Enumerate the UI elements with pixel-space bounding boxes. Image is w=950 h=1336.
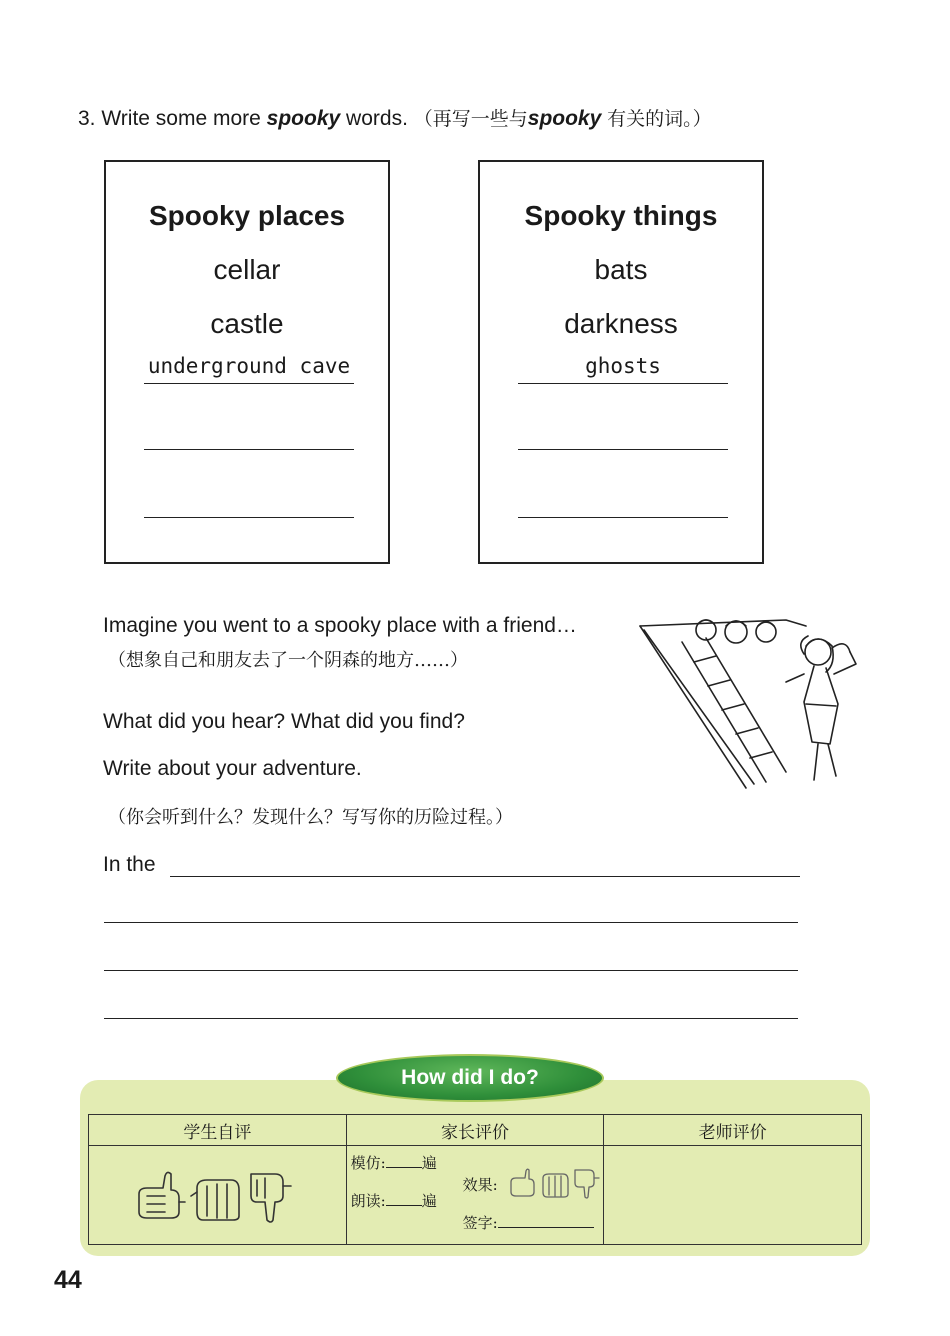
- answer-line[interactable]: [518, 448, 728, 450]
- spooky-places-box: [104, 160, 390, 564]
- writing-line[interactable]: [104, 1017, 798, 1019]
- small-thumbs-rating-icon[interactable]: [509, 1166, 601, 1200]
- prompt-line: Write about your adventure.: [103, 757, 362, 780]
- writing-line[interactable]: [104, 921, 798, 923]
- question-cn-keyword: spooky: [527, 107, 602, 130]
- ladder-illustration: [636, 612, 876, 792]
- answer-line[interactable]: [144, 382, 354, 384]
- given-word: castle: [210, 308, 284, 339]
- evaluation-table: [88, 1114, 862, 1245]
- answer-line[interactable]: [144, 448, 354, 450]
- prompt-line: Imagine you went to a spooky place with a friend…: [103, 614, 577, 637]
- read-label: 朗读:: [350, 1192, 386, 1210]
- answer-line[interactable]: [144, 516, 354, 518]
- handwritten-answer[interactable]: ghosts: [585, 354, 661, 378]
- writing-start: In the: [103, 853, 156, 876]
- self-eval-header: 学生自评: [89, 1115, 347, 1146]
- read-count-blank[interactable]: [386, 1193, 422, 1206]
- question-heading: [78, 104, 712, 131]
- question-keyword: spooky: [266, 107, 341, 130]
- question-cn-close: 有关的词。）: [607, 108, 712, 130]
- box-title: Spooky things: [524, 200, 718, 231]
- sign-label: 签字:: [462, 1214, 498, 1232]
- answer-line[interactable]: [518, 516, 728, 518]
- given-word: darkness: [564, 308, 678, 339]
- times-unit: 遍: [421, 1154, 437, 1172]
- imitate-count-blank[interactable]: [386, 1155, 422, 1168]
- question-text-end: words.: [346, 107, 408, 130]
- parent-eval-header: 家长评价: [346, 1115, 604, 1146]
- teacher-eval-header: 老师评价: [604, 1115, 862, 1146]
- effect-label: 效果:: [462, 1176, 498, 1194]
- page-number: 44: [54, 1266, 82, 1294]
- writing-line[interactable]: [170, 875, 800, 877]
- handwritten-answer[interactable]: underground cave: [147, 354, 351, 378]
- given-word: cellar: [213, 254, 281, 285]
- box-title: Spooky places: [148, 200, 346, 231]
- teacher-eval-cell[interactable]: [604, 1146, 862, 1245]
- prompt-cn-note: （想象自己和朋友去了一个阴森的地方……）: [108, 650, 468, 671]
- question-text: 3. Write some more: [78, 107, 261, 130]
- signature-blank[interactable]: [498, 1215, 594, 1228]
- given-word: bats: [594, 254, 648, 285]
- self-eval-cell: [89, 1146, 347, 1245]
- prompt-cn-note: （你会听到什么？发现什么？写写你的历险过程。）: [108, 807, 513, 828]
- spooky-things-box: [478, 160, 764, 564]
- how-did-i-do-badge: How did I do?: [336, 1054, 604, 1102]
- prompt-line: What did you hear? What did you find?: [103, 710, 465, 733]
- parent-eval-cell: [346, 1146, 604, 1245]
- thumbs-rating-icon[interactable]: [135, 1166, 295, 1226]
- writing-line[interactable]: [104, 969, 798, 971]
- imitate-label: 模仿:: [350, 1154, 386, 1172]
- times-unit: 遍: [421, 1192, 437, 1210]
- question-cn-open: （再写一些与: [413, 108, 528, 130]
- answer-line[interactable]: [518, 382, 728, 384]
